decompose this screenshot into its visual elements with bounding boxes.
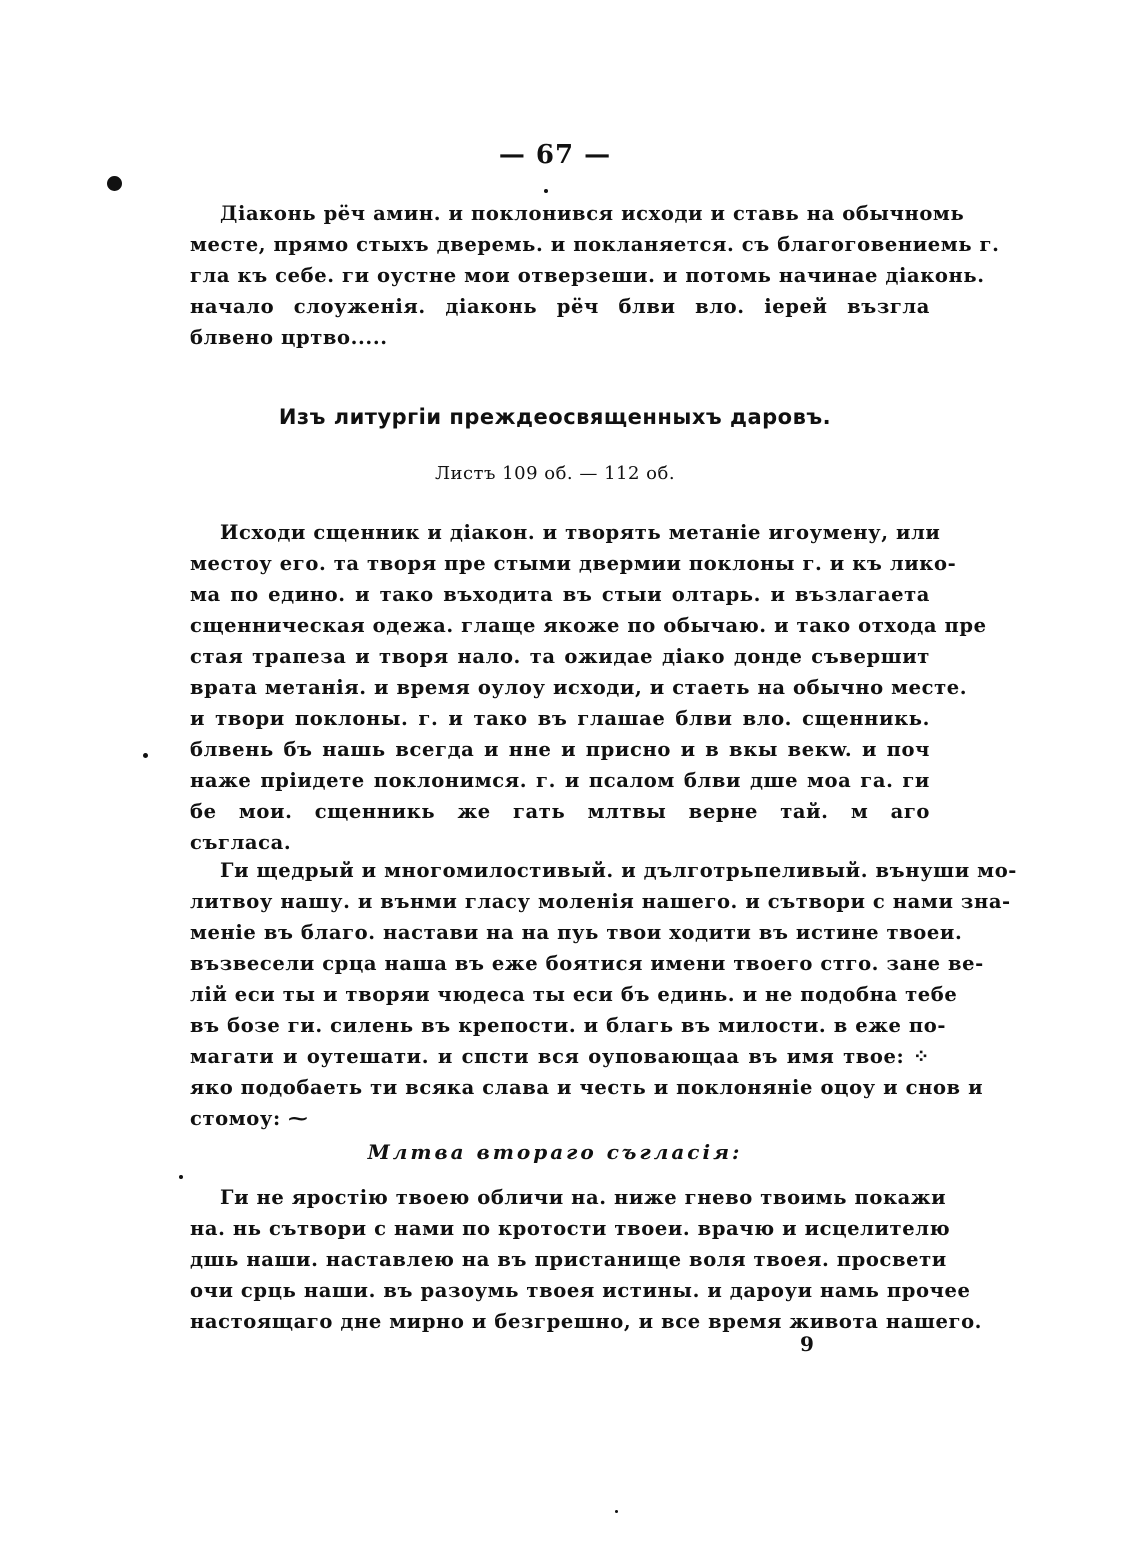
signature-number: 9 bbox=[800, 1332, 814, 1356]
text-line: меніе въ благо. настави на на пуь твои ходити въ истине твоеи. bbox=[190, 921, 963, 944]
paragraph-2 bbox=[190, 855, 1017, 1134]
text-line: и твори поклоны. г. и тако въ глашае блви вло. сщенникь. bbox=[190, 707, 930, 730]
text-line: настоящаго дне мирно и безгрешно, и все время живота нашего. bbox=[190, 1310, 983, 1333]
text-line: Ги щедрый и многомилостивый. и дълготрьпеливый. вънуши мо- bbox=[220, 859, 1017, 882]
text-line: възвесели срца наша въ еже боятися имени твоего стго. зане ве- bbox=[190, 952, 984, 975]
ink-speck bbox=[143, 753, 148, 758]
text-line: ма по едино. и тако въходита въ стыи олтарь. и възлагаета bbox=[190, 583, 930, 606]
text-line: врата метанія. и время оулоу исходи, и стаеть на обычно месте. bbox=[190, 676, 968, 699]
text-line: Діаконь рёч амин. и поклонився исходи и ставь на обычномь bbox=[220, 202, 965, 225]
text-line: въ бозе ги. силень въ крепости. и благь въ милости. в еже по- bbox=[190, 1014, 947, 1037]
page-number: — 67 — bbox=[498, 140, 612, 170]
text-line: стомоу: ⁓ bbox=[190, 1107, 309, 1130]
text-line: дшь наши. наставлею на въ пристанище воля твоея. просвети bbox=[190, 1248, 947, 1271]
ink-speck bbox=[544, 189, 548, 193]
text-line: бе мои. сщенникь же гать млтвы верне тай. м аго bbox=[190, 800, 930, 823]
section-heading: Изъ литургіи преждеосвященныхъ даровъ. bbox=[278, 405, 832, 429]
text-line: литвоу нашу. и вънми гласу моленія нашего. и сътвори с нами зна- bbox=[190, 890, 1011, 913]
text-line: стая трапеза и творя нало. та ожидае діако донде съвершит bbox=[190, 645, 930, 668]
ink-speck bbox=[615, 1510, 618, 1513]
text-line: блвено цртво..... bbox=[190, 326, 388, 349]
text-line: местоу его. та творя пре стыми двермии поклоны г. и къ лико- bbox=[190, 552, 957, 575]
text-line: лій еси ты и творяи чюдеса ты еси бъ единь. и не подобна тебе bbox=[190, 983, 958, 1006]
text-line: Исходи сщенник и діакон. и творять метаніе игоумену, или bbox=[220, 521, 941, 544]
paragraph-1 bbox=[190, 517, 987, 858]
text-line: яко подобаеть ти всяка слава и честь и поклоняніе оцоу и снов и bbox=[190, 1076, 984, 1099]
text-line: наже пріидете поклонимся. г. и псалом блви дше моа га. ги bbox=[190, 769, 930, 792]
text-line: Ги не яростію твоею обличи на. ниже гнево твоимь покажи bbox=[220, 1186, 947, 1209]
paragraph-3 bbox=[190, 1182, 983, 1337]
ink-spot bbox=[107, 176, 122, 191]
text-line: блвень бъ нашь всегда и нне и присно и в вкы векw. и поч bbox=[190, 738, 930, 761]
text-line: магати и оутешати. и спсти вся оуповающаа въ имя твое: ⁘ bbox=[190, 1045, 930, 1068]
text-line: месте, прямо стыхъ дверемь. и покланяется. съ благоговениемь г. bbox=[190, 233, 1000, 256]
text-line: гла къ себе. ги оустне мои отверзеши. и потомь начинае діаконь. bbox=[190, 264, 985, 287]
prayer-title: Млтва втораго съгласія: bbox=[367, 1140, 743, 1164]
text-line: съгласа. bbox=[190, 831, 292, 854]
sheet-reference: Листъ 109 об. — 112 об. bbox=[434, 463, 676, 484]
ink-speck bbox=[179, 1175, 183, 1179]
text-line: очи срць наши. въ разоумь твоея истины. и дароуи намь прочее bbox=[190, 1279, 971, 1302]
text-line: сщенническая одежа. глаще якоже по обычаю. и тако отхода пре bbox=[190, 614, 987, 637]
intro-paragraph bbox=[190, 198, 1000, 353]
text-line: на. нь сътвори с нами по кротости твоеи. врачю и исцелителю bbox=[190, 1217, 951, 1240]
text-line: начало слоуженія. діаконь рёч блви вло. іерей възгла bbox=[190, 295, 930, 318]
